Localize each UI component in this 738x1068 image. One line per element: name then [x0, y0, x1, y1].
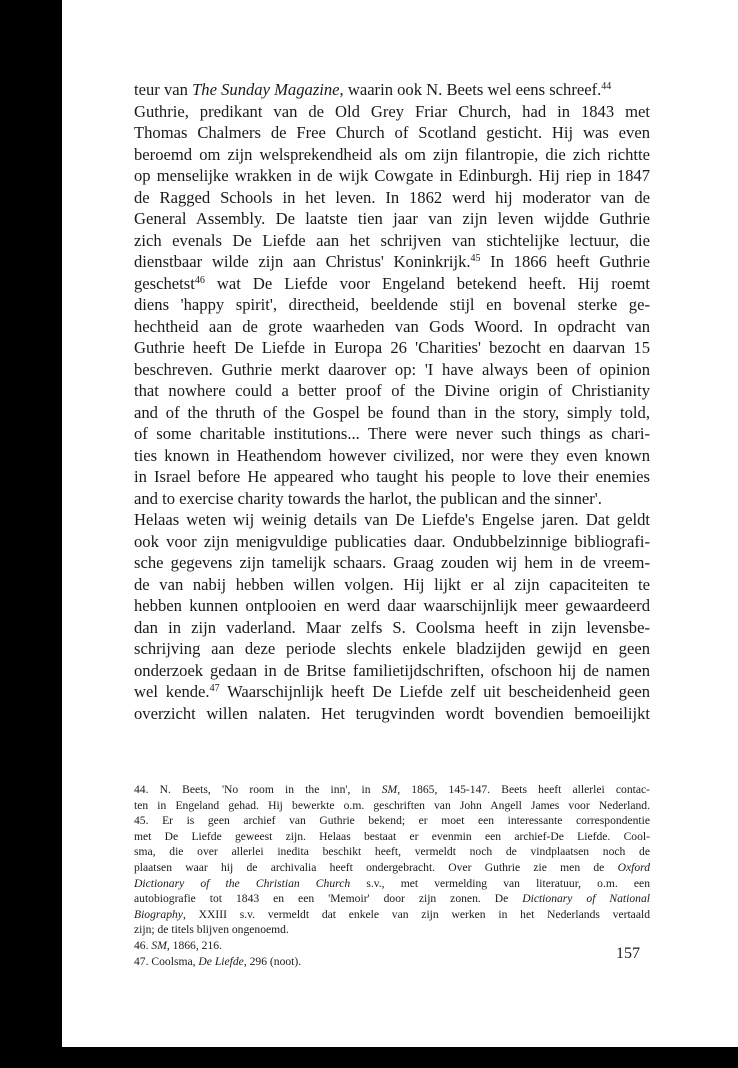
scan-left-border — [0, 0, 62, 1068]
text-run: , XXIII s.v. vermeldt dat enkele van zijn werken in het Nederlands vertaald — [182, 907, 650, 921]
text-run: in Israel before He appeared who taught his people to love their enemies — [134, 467, 650, 486]
text-run: de Ragged Schools in het leven. In 1862 werd hij moderator van de — [134, 187, 650, 207]
body-line — [134, 230, 650, 252]
text-run: Guthrie, predikant van de Old Grey Friar Church, had in 1843 met — [134, 101, 650, 121]
body-line — [134, 595, 650, 617]
text-run: wat De Liefde voor Engeland betekend heeft. Hij roemt — [204, 273, 650, 293]
body-line — [134, 122, 650, 144]
body-line — [134, 552, 650, 574]
body-line — [134, 208, 650, 230]
text-run: ten in Engeland gehad. Hij bewerkte o.m. geschriften van John Angell James voor Nederland. — [134, 798, 650, 812]
footnote-line — [134, 891, 650, 907]
footnote-line — [134, 860, 650, 876]
text-run: Waarschijnlijk heeft De Liefde zelf uit bescheidenheid geen — [219, 682, 650, 701]
text-run: de van nabij hebben willen volgen. Hij lijkt er al zijn capaciteiten te — [134, 574, 650, 594]
text-run: plaatsen waar hij de archivalia heeft ondergebracht. Over Guthrie zie men de — [134, 860, 618, 874]
body-line — [134, 703, 650, 725]
body-line — [134, 617, 650, 639]
footnotes — [134, 782, 650, 969]
text-run: hebben kunnen ontplooien en werd daar waarschijnlijk meer gewaardeerd — [134, 596, 650, 615]
footnote-line — [134, 922, 650, 938]
text-run: onderzoek gedaan in de Britse familietijdschriften, ofschoon hij de namen — [134, 660, 650, 680]
text-run: zijn; de titels blijven ongenoemd. — [134, 923, 289, 937]
text-run: sche gegevens zijn tamelijk schaars. Graag zouden wij hem in de vreem- — [134, 553, 650, 572]
body-line — [134, 423, 650, 445]
body-line — [134, 531, 650, 553]
text-run: zich evenals De Liefde aan het schrijven van stichtelijke lectuur, die — [134, 230, 650, 250]
text-run: met De Liefde geweest zijn. Helaas bestaat er evenmin een archief-De Liefde. Cool- — [134, 829, 650, 843]
text-run: General Assembly. De laatste tien jaar van zijn leven wijdde Guthrie — [134, 209, 650, 228]
scan-bottom-border — [0, 1047, 738, 1068]
text-run: hechtheid aan de grote waarheden van Gods Woord. In opdracht van — [134, 316, 650, 336]
text-run: Guthrie heeft De Liefde in Europa 26 'Charities' bezocht en daarvan 15 — [134, 338, 650, 357]
body-line — [134, 681, 650, 703]
body-text — [134, 79, 650, 724]
body-line — [134, 380, 650, 402]
footnote-line — [134, 907, 650, 923]
text-run: wel kende. — [134, 682, 210, 701]
text-run: Helaas weten wij weinig details van De Liefde's Engelse jaren. Dat geldt — [134, 510, 650, 529]
page-number: 157 — [616, 945, 640, 962]
text-run: autobiografie tot 1843 en een 'Memoir' door zijn zonen. De — [134, 892, 523, 906]
text-run: and of the thruth of the Gospel be found than in the story, simply told, — [134, 402, 650, 422]
text-run: , 1865, 145-147. Beets heeft allerlei contac- — [397, 783, 650, 796]
body-line — [134, 574, 650, 596]
italic-text: Biography — [134, 907, 183, 921]
italic-text: SM — [381, 783, 398, 796]
text-run: geschetst — [134, 273, 195, 293]
italic-text: SM — [151, 938, 167, 952]
body-line — [134, 316, 650, 338]
text-run: , waarin ook N. Beets wel eens schreef. — [339, 80, 602, 99]
text-run: op menselijke wrakken in de wijk Cowgate in Edinburgh. Hij riep in 1847 — [134, 166, 650, 185]
text-run: , 296 (noot). — [243, 954, 302, 968]
italic-text: Dictionary of National — [522, 892, 650, 906]
italic-text: Oxford — [617, 860, 650, 874]
footnote-line — [134, 954, 650, 970]
body-line — [134, 79, 650, 101]
body-line — [134, 165, 650, 187]
footnote-ref: 44 — [601, 81, 612, 92]
text-run: and to exercise charity towards the harlot, the publican and the sinner'. — [134, 488, 602, 508]
body-line — [134, 101, 650, 123]
body-line — [134, 273, 650, 295]
text-run: Thomas Chalmers de Free Church of Scotland gesticht. Hij was even — [134, 123, 650, 142]
text-run: , 1866, 216. — [166, 938, 222, 952]
italic-text: The Sunday Magazine — [192, 80, 340, 99]
footnote-ref: 45 — [470, 253, 481, 264]
text-run: dan in zijn vaderland. Maar zelfs S. Coolsma heeft in zijn levensbe- — [134, 617, 650, 637]
footnote-line — [134, 829, 650, 845]
text-run: schrijving aan deze periode slechts enkele bladzijden gewijd en geen — [134, 639, 650, 658]
body-line — [134, 251, 650, 273]
text-run: In 1866 heeft Guthrie — [480, 252, 650, 271]
footnote-line — [134, 876, 650, 892]
text-run: ook voor zijn menigvuldige publicaties daar. Ondubbelzinnige bibliografi- — [134, 531, 650, 551]
body-line — [134, 294, 650, 316]
text-run: teur van — [134, 80, 193, 99]
text-run: overzicht willen nalaten. Het terugvinden wordt bovendien bemoeilijkt — [134, 703, 650, 723]
text-run: sma, die over allerlei inedita beschikt heeft, vermeldt noch de vindplaatsen noch de — [134, 845, 650, 859]
text-run: that nowhere could a better proof of the Divine origin of Christianity — [134, 381, 650, 400]
text-run: 44. N. Beets, 'No room in the inn', in — [134, 783, 382, 796]
text-run: beroemd om zijn welsprekendheid als om zijn filantropie, die zich richtte — [134, 144, 650, 164]
italic-text: De Liefde — [198, 954, 244, 968]
text-run: diens 'happy spirit', directheid, beeldende stijl en bovenal sterke ge- — [134, 295, 650, 314]
text-run: dienstbaar wilde zijn aan Christus' Koninkrijk. — [134, 252, 471, 271]
body-line — [134, 466, 650, 488]
body-line — [134, 488, 650, 510]
footnote-line — [134, 938, 650, 954]
text-run: 45. Er is geen archief van Guthrie bekend; er moet een interessante correspondentie — [134, 814, 650, 828]
text-run: ties known in Heathendom however civilized, nor were they even known — [134, 445, 650, 465]
italic-text: Dictionary of the Christian Church — [134, 876, 351, 890]
body-line — [134, 187, 650, 209]
body-line — [134, 445, 650, 467]
text-run: 46. — [134, 938, 152, 952]
footnote-line — [134, 844, 650, 860]
footnote-line — [134, 798, 650, 814]
body-line — [134, 660, 650, 682]
body-line — [134, 638, 650, 660]
footnote-line — [134, 813, 650, 829]
body-line — [134, 509, 650, 531]
text-run: 47. Coolsma, — [134, 954, 199, 968]
text-run: of some charitable institutions... There were never such things as chari- — [134, 424, 650, 443]
body-line — [134, 144, 650, 166]
text-run: beschreven. Guthrie merkt daarover op: 'I have always been of opinion — [134, 359, 650, 379]
body-line — [134, 402, 650, 424]
footnote-ref: 46 — [194, 274, 205, 286]
body-line — [134, 359, 650, 381]
footnote-line — [134, 782, 650, 798]
text-run: s.v., met vermelding van literatuur, o.m. een — [350, 876, 650, 890]
footnote-ref: 47 — [209, 683, 220, 694]
body-line — [134, 337, 650, 359]
